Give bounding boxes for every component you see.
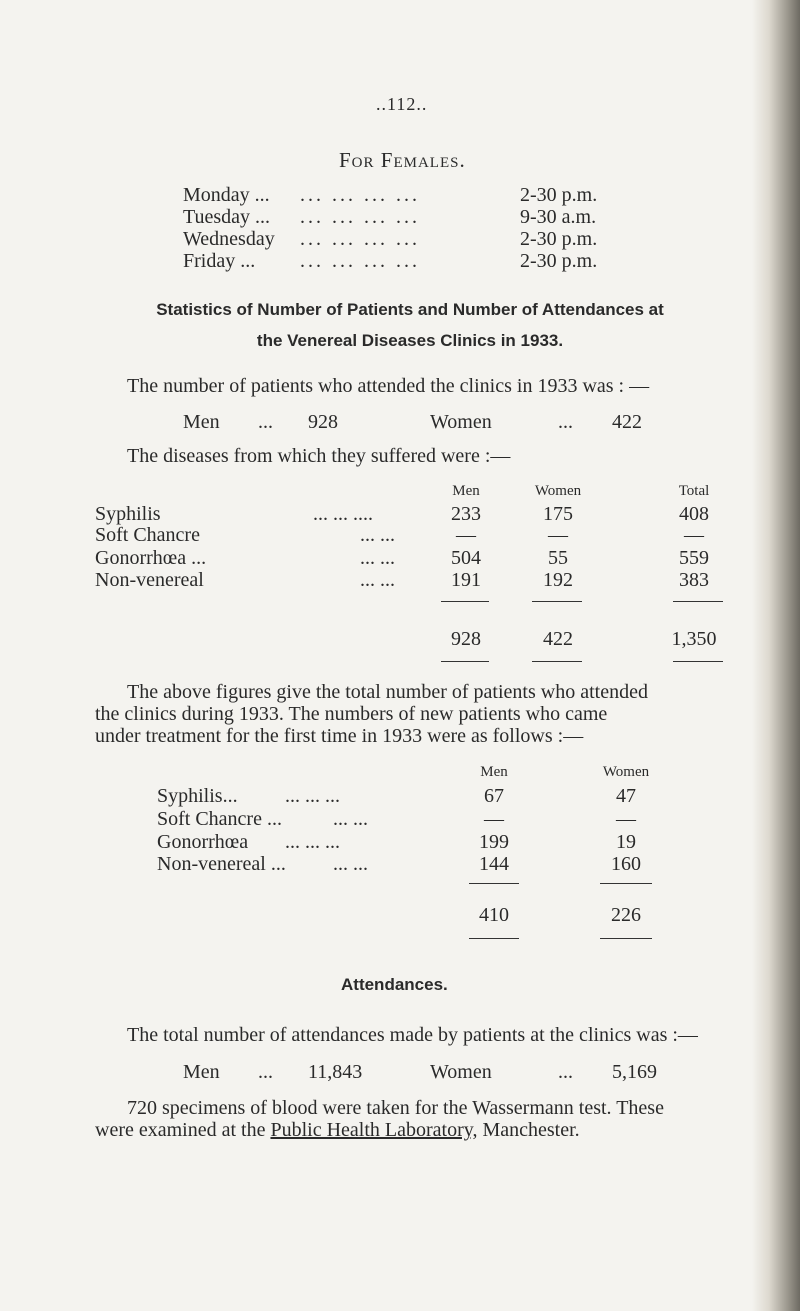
- dots: ...: [558, 411, 573, 433]
- cell-men: 504: [451, 547, 481, 569]
- double-rule: [673, 661, 723, 662]
- row-label: Syphilis: [95, 503, 161, 525]
- cell-women: 47: [616, 785, 636, 807]
- paragraph-line: under treatment for the first time in 1933 were as follows :—: [95, 725, 584, 747]
- schedule-time: 2-30 p.m.: [520, 228, 598, 250]
- column-header-women: Women: [602, 764, 650, 780]
- row-label: Syphilis...: [157, 785, 238, 807]
- row-label: Non-venereal: [95, 569, 204, 591]
- dots: ...: [258, 1061, 273, 1083]
- cell-total: 559: [679, 547, 709, 569]
- statistics-title: [95, 294, 725, 356]
- statistics-title-line2: the Venereal Diseases Clinics in 1933.: [256, 331, 564, 350]
- cell-total: 383: [679, 569, 709, 591]
- men-label: Men: [183, 411, 220, 433]
- row-label: Gonorrhœa: [157, 831, 249, 853]
- schedule-dots: ... ... ... ...: [300, 250, 420, 272]
- row-dots: ... ... ....: [313, 503, 373, 525]
- schedule-dots: ... ... ... ...: [300, 206, 420, 228]
- attendances-heading: Attendances.: [341, 975, 448, 994]
- total-women: 422: [543, 628, 573, 650]
- row-label: Soft Chancre: [95, 524, 200, 546]
- row-dots: ... ...: [360, 569, 395, 591]
- page-number: ..112..: [376, 94, 428, 114]
- schedule-day: Wednesday: [183, 228, 275, 250]
- wassermann-line2: [95, 1119, 580, 1142]
- row-dots: ... ...: [333, 808, 368, 830]
- row-dots: ... ... ...: [285, 831, 340, 853]
- double-rule: [441, 661, 489, 662]
- column-header-men: Men: [480, 764, 508, 780]
- cell-women: —: [616, 808, 636, 830]
- women-count: 5,169: [612, 1061, 657, 1083]
- schedule-dots: ... ... ... ...: [300, 184, 420, 206]
- schedule-time: 2-30 p.m.: [520, 250, 598, 272]
- cell-women: 175: [543, 503, 573, 525]
- double-rule: [469, 938, 519, 939]
- cell-women: —: [548, 524, 568, 546]
- cell-men: 191: [451, 569, 481, 591]
- cell-men: 144: [479, 853, 509, 875]
- page-edge-shadow: [752, 0, 800, 1311]
- schedule-day: Monday ...: [183, 184, 270, 206]
- sum-rule: [441, 601, 489, 602]
- women-label: Women: [430, 1061, 492, 1083]
- column-header-total: Total: [678, 483, 710, 499]
- column-header-women: Women: [534, 483, 582, 499]
- total-men: 410: [479, 904, 509, 926]
- row-dots: ... ... ...: [285, 785, 340, 807]
- wassermann-text: Manchester.: [477, 1119, 580, 1141]
- cell-men: 233: [451, 503, 481, 525]
- patients-intro: The number of patients who attended the clinics in 1933 was : —: [127, 375, 650, 397]
- cell-total: —: [684, 524, 704, 546]
- men-count: 928: [308, 411, 338, 433]
- row-label: Gonorrhœa ...: [95, 547, 207, 569]
- double-rule: [532, 661, 582, 662]
- men-count: 11,843: [308, 1061, 363, 1083]
- wassermann-line1: 720 specimens of blood were taken for the Wassermann test. These: [127, 1097, 664, 1119]
- total-total: 1,350: [671, 628, 717, 650]
- laboratory-name: Public Health Laboratory,: [270, 1119, 478, 1141]
- paragraph-line: the clinics during 1933. The numbers of new patients who came: [95, 703, 608, 725]
- sum-rule: [600, 883, 652, 884]
- dots: ...: [258, 411, 273, 433]
- total-women: 226: [611, 904, 641, 926]
- wassermann-text: were examined at the: [95, 1119, 271, 1141]
- cell-men: —: [484, 808, 504, 830]
- sum-rule: [469, 883, 519, 884]
- sum-rule: [673, 601, 723, 602]
- cell-men: 199: [479, 831, 509, 853]
- schedule-day: Friday ...: [183, 250, 256, 272]
- total-men: 928: [451, 628, 481, 650]
- attendances-intro: The total number of attendances made by patients at the clinics was :—: [127, 1024, 698, 1046]
- row-label: Soft Chancre ...: [157, 808, 282, 830]
- sum-rule: [532, 601, 582, 602]
- row-dots: ... ...: [360, 524, 395, 546]
- row-label: Non-venereal ...: [157, 853, 286, 875]
- section-heading: For Females.: [339, 148, 466, 172]
- cell-men: —: [456, 524, 476, 546]
- paragraph-line: The above figures give the total number of patients who attended: [127, 681, 648, 703]
- cell-women: 160: [611, 853, 641, 875]
- men-label: Men: [183, 1061, 220, 1083]
- cell-women: 192: [543, 569, 573, 591]
- column-header-men: Men: [452, 483, 480, 499]
- dots: ...: [558, 1061, 573, 1083]
- women-count: 422: [612, 411, 642, 433]
- women-label: Women: [430, 411, 492, 433]
- double-rule: [600, 938, 652, 939]
- schedule-time: 9-30 a.m.: [520, 206, 597, 228]
- cell-women: 19: [616, 831, 636, 853]
- schedule-dots: ... ... ... ...: [300, 228, 420, 250]
- row-dots: ... ...: [333, 853, 368, 875]
- row-dots: ... ...: [360, 547, 395, 569]
- cell-men: 67: [484, 785, 504, 807]
- diseases-intro: The diseases from which they suffered were :—: [127, 445, 511, 467]
- statistics-title-line1: Statistics of Number of Patients and Number of Attendances at: [156, 300, 664, 319]
- cell-women: 55: [548, 547, 568, 569]
- cell-total: 408: [679, 503, 709, 525]
- schedule-time: 2-30 p.m.: [520, 184, 598, 206]
- schedule-day: Tuesday ...: [183, 206, 271, 228]
